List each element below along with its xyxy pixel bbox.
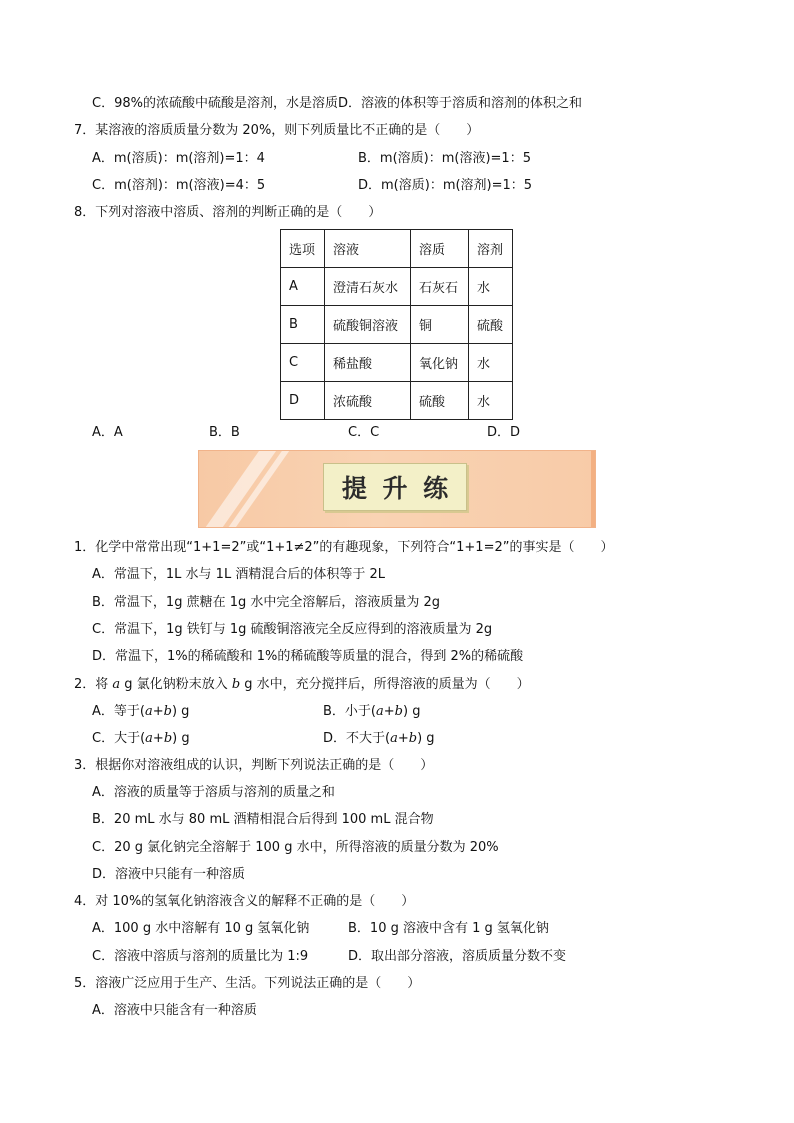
p4-option-c: C．溶液中溶质与溶剂的质量比为 1:9 bbox=[92, 949, 309, 964]
table-header-row bbox=[281, 230, 513, 268]
option-prefix: B．小于( bbox=[323, 704, 376, 719]
section-title-char: 提 bbox=[341, 474, 367, 503]
table-cell: 硫酸 bbox=[411, 382, 469, 420]
table-row bbox=[281, 306, 513, 344]
table-cell: 水 bbox=[469, 344, 513, 382]
p2-stem-text: g 氯化钠粉末放入 bbox=[120, 677, 232, 692]
p1-option-b: B．常温下，1g 蔗糖在 1g 水中完全溶解后，溶液质量为 2g bbox=[92, 595, 441, 610]
p5-option-a: A．溶液中只能含有一种溶质 bbox=[92, 1003, 257, 1018]
option-suffix: ) g bbox=[172, 731, 190, 746]
p3-option-c: C．20 g 氯化钠完全溶解于 100 g 水中，所得溶液的质量分数为 20% bbox=[92, 840, 499, 855]
q7-option-c: C．m(溶剂)：m(溶液)=4：5 bbox=[92, 178, 266, 193]
plus-sign: + bbox=[152, 731, 164, 746]
p4-option-b: B．10 g 溶液中含有 1 g 氢氧化钠 bbox=[348, 921, 549, 936]
table-cell: 水 bbox=[469, 382, 513, 420]
p1-option-c: C．常温下，1g 铁钉与 1g 硫酸铜溶液完全反应得到的溶液质量为 2g bbox=[92, 622, 493, 637]
p2-option-a bbox=[92, 703, 189, 721]
table-header-cell: 溶剂 bbox=[469, 230, 513, 268]
var-a: a bbox=[144, 704, 153, 719]
table-cell: C bbox=[281, 344, 325, 382]
table-cell: 氧化钠 bbox=[411, 344, 469, 382]
table-cell: 稀盐酸 bbox=[325, 344, 411, 382]
q8-option-d: D．D bbox=[487, 425, 521, 440]
q8-option-a: A．A bbox=[92, 425, 123, 440]
var-a: a bbox=[376, 704, 384, 719]
table-cell: 铜 bbox=[411, 306, 469, 344]
q7-option-a: A．m(溶质)：m(溶剂)=1：4 bbox=[92, 151, 265, 166]
p1-option-a: A．常温下，1L 水与 1L 酒精混合后的体积等于 2L bbox=[92, 567, 385, 582]
p2-option-c bbox=[92, 730, 190, 748]
option-prefix: C．大于( bbox=[92, 731, 146, 746]
table-cell: 水 bbox=[469, 268, 513, 306]
p2-stem bbox=[74, 676, 530, 694]
table-cell: 石灰石 bbox=[411, 268, 469, 306]
table-row bbox=[281, 382, 513, 420]
q7-option-b: B．m(溶质)：m(溶液)=1：5 bbox=[358, 151, 531, 166]
p1-stem: 1．化学中常常出现“1+1=2”或“1+1≠2”的有趣现象，下列符合“1+1=2”的事实是（ ） bbox=[74, 540, 614, 555]
q7-stem: 7．某溶液的溶质质量分数为 20%，则下列质量比不正确的是（ ） bbox=[74, 123, 480, 138]
option-suffix: ) g bbox=[171, 704, 190, 719]
plus-sign: + bbox=[152, 704, 164, 719]
var-a: a bbox=[390, 731, 398, 746]
q8-table bbox=[280, 229, 513, 420]
table-cell: 硫酸 bbox=[469, 306, 513, 344]
p4-stem: 4．对 10%的氢氧化钠溶液含义的解释不正确的是（ ） bbox=[74, 894, 415, 909]
section-title-char: 升 bbox=[382, 474, 408, 503]
banner-edge bbox=[591, 451, 595, 527]
table-header-cell: 溶液 bbox=[325, 230, 411, 268]
p2-stem-text: g 水中，充分搅拌后，所得溶液的质量为（ ） bbox=[240, 677, 530, 692]
var-a: a bbox=[112, 677, 121, 692]
p4-option-d: D．取出部分溶液，溶质质量分数不变 bbox=[348, 949, 567, 964]
plus-sign: + bbox=[383, 704, 395, 719]
table-header-cell: 选项 bbox=[281, 230, 325, 268]
table-cell: 硫酸铜溶液 bbox=[325, 306, 411, 344]
p3-option-b: B．20 mL 水与 80 mL 酒精相混合后得到 100 mL 混合物 bbox=[92, 812, 434, 827]
p5-stem: 5．溶液广泛应用于生产、生活。下列说法正确的是（ ） bbox=[74, 976, 421, 991]
section-title-char: 练 bbox=[423, 474, 449, 503]
table-cell: B bbox=[281, 306, 325, 344]
table-row bbox=[281, 344, 513, 382]
table-row bbox=[281, 268, 513, 306]
table-cell: D bbox=[281, 382, 325, 420]
p2-stem-text: 2．将 bbox=[74, 677, 113, 692]
p2-option-d bbox=[323, 730, 435, 748]
q7-option-d: D．m(溶质)：m(溶剂)=1：5 bbox=[358, 178, 533, 193]
option-prefix: A．等于( bbox=[92, 704, 145, 719]
p2-option-b bbox=[323, 703, 420, 721]
p3-option-a: A．溶液的质量等于溶质与溶剂的质量之和 bbox=[92, 785, 335, 800]
var-b: b bbox=[408, 731, 418, 746]
p1-option-d: D．常温下，1%的稀硫酸和 1%的稀硫酸等质量的混合，得到 2%的稀硫酸 bbox=[92, 649, 524, 664]
table-cell: 澄清石灰水 bbox=[325, 268, 411, 306]
var-b: b bbox=[394, 704, 403, 719]
option-prefix: D．不大于( bbox=[323, 731, 391, 746]
option-suffix: ) g bbox=[417, 731, 435, 746]
var-b: b bbox=[231, 677, 241, 692]
var-b: b bbox=[163, 704, 172, 719]
plus-sign: + bbox=[397, 731, 409, 746]
p4-option-a: A．100 g 水中溶解有 10 g 氢氧化钠 bbox=[92, 921, 310, 936]
var-a: a bbox=[145, 731, 153, 746]
table-cell: 浓硫酸 bbox=[325, 382, 411, 420]
var-b: b bbox=[163, 731, 173, 746]
q8-stem: 8．下列对溶液中溶质、溶剂的判断正确的是（ ） bbox=[74, 205, 382, 220]
table-cell: A bbox=[281, 268, 325, 306]
table-header-cell: 溶质 bbox=[411, 230, 469, 268]
q8-option-b: B．B bbox=[209, 425, 240, 440]
section-title bbox=[323, 463, 467, 511]
option-suffix: ) g bbox=[403, 704, 421, 719]
q8-option-c: C．C bbox=[348, 425, 380, 440]
p3-option-d: D．溶液中只能有一种溶质 bbox=[92, 867, 246, 882]
q6-option-c: C．98%的浓硫酸中硫酸是溶剂，水是溶质D．溶液的体积等于溶质和溶剂的体积之和 bbox=[92, 96, 582, 111]
section-banner bbox=[198, 450, 596, 528]
p3-stem: 3．根据你对溶液组成的认识，判断下列说法正确的是（ ） bbox=[74, 758, 434, 773]
